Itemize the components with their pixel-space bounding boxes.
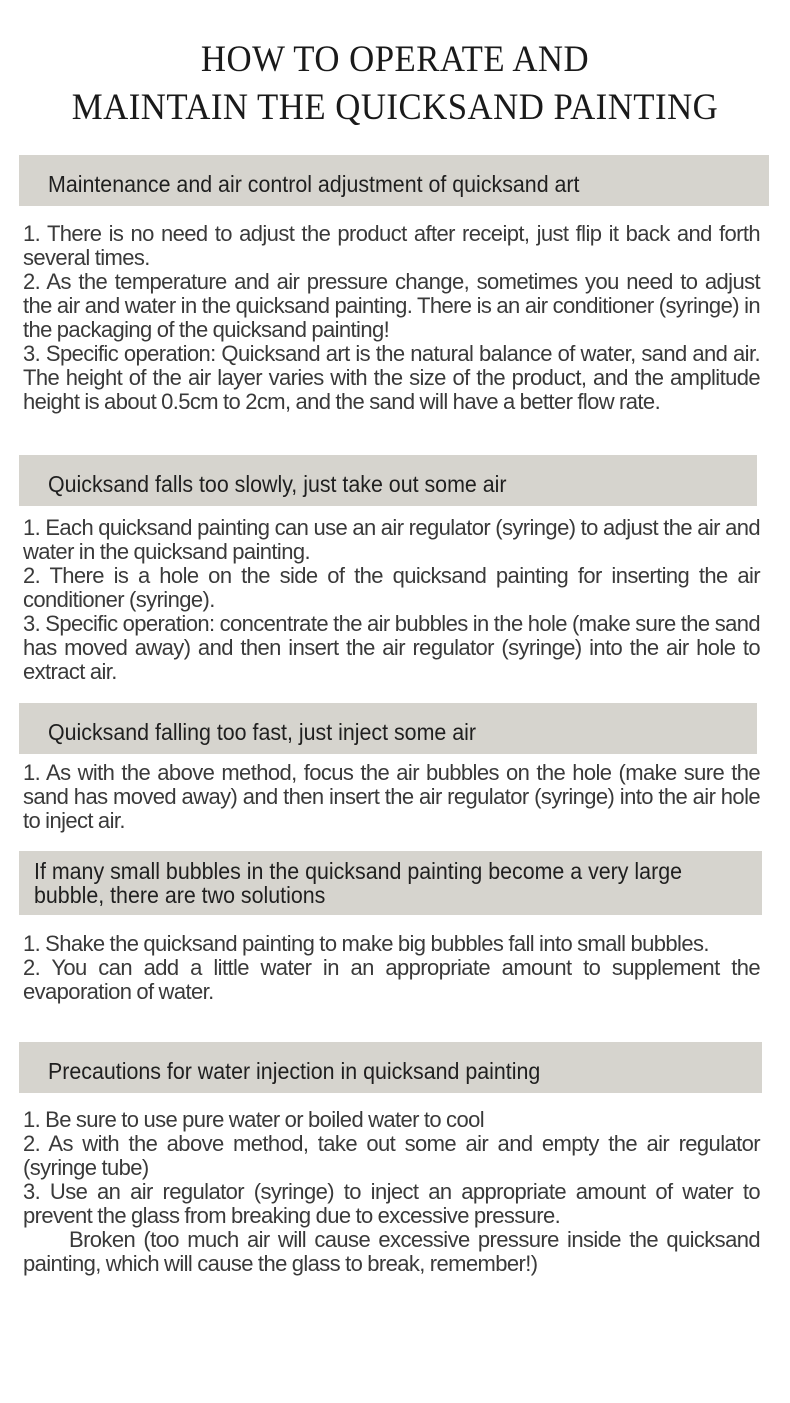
list-item: 1. There is no need to adjust the product after receipt, just flip it back and forth several times.: [23, 221, 760, 270]
section-heading-maintenance: [19, 155, 769, 206]
section-heading-falls-fast: [19, 703, 757, 754]
page-title: [24, 36, 767, 132]
section-body-large-bubble: [23, 932, 760, 1004]
section-body-falls-fast: [23, 761, 760, 833]
list-item: 2. There is a hole on the side of the quicksand painting for inserting the air conditioner (syringe).: [23, 563, 760, 612]
page-title-line-2: MAINTAIN THE QUICKSAND PAINTING: [71, 87, 719, 128]
section-heading-text: Precautions for water injection in quicksand painting: [48, 1058, 541, 1084]
section-heading-large-bubble: [19, 851, 762, 915]
section-body-precautions: [23, 1108, 760, 1276]
list-item: 1. As with the above method, focus the air bubbles on the hole (make sure the sand has moved away) and then insert the air regulator (syringe) into the air hole to inject air.: [23, 760, 760, 833]
section-body-maintenance: [23, 222, 760, 414]
list-item: 1. Each quicksand painting can use an air regulator (syringe) to adjust the air and water in the quicksand painting.: [23, 515, 760, 564]
section-heading-text: If many small bubbles in the quicksand painting become a very large bubble, there are two solutions: [34, 858, 683, 908]
section-heading-falls-slowly: [19, 455, 757, 506]
list-item: 3. Use an air regulator (syringe) to inject an appropriate amount of water to prevent the glass from breaking due to excessive pressure.: [23, 1179, 760, 1228]
list-item: 2. As with the above method, take out some air and empty the air regulator (syringe tube): [23, 1131, 760, 1180]
list-item: 1. Be sure to use pure water or boiled water to cool: [23, 1107, 485, 1132]
section-body-falls-slowly: [23, 516, 760, 684]
section-heading-text: Maintenance and air control adjustment of quicksand art: [48, 171, 580, 197]
page-title-line-1: HOW TO OPERATE AND: [200, 39, 590, 80]
list-item: 1. Shake the quicksand painting to make big bubbles fall into small bubbles.: [23, 931, 709, 956]
list-item: 2. As the temperature and air pressure change, sometimes you need to adjust the air and water in the quicksand painting. There is an air conditioner (syringe) in the packaging of the quicksand painting!: [23, 269, 760, 342]
section-heading-precautions: [19, 1042, 762, 1093]
list-item: Broken (too much air will cause excessive pressure inside the quicksand painting, which will cause the glass to break, remember!): [23, 1227, 760, 1276]
list-item: 2. You can add a little water in an appropriate amount to supplement the evaporation of water.: [23, 955, 760, 1004]
list-item: 3. Specific operation: Quicksand art is the natural balance of water, sand and air. The height of the air layer varies with the size of the product, and the amplitude height is about 0.5cm to 2cm, and the sand will have a better flow rate.: [23, 341, 760, 414]
list-item: 3. Specific operation: concentrate the air bubbles in the hole (make sure the sand has moved away) and then insert the air regulator (syringe) into the air hole to extract air.: [23, 611, 760, 684]
section-heading-text: Quicksand falling too fast, just inject some air: [48, 719, 477, 745]
section-heading-text: Quicksand falls too slowly, just take out some air: [48, 471, 507, 497]
